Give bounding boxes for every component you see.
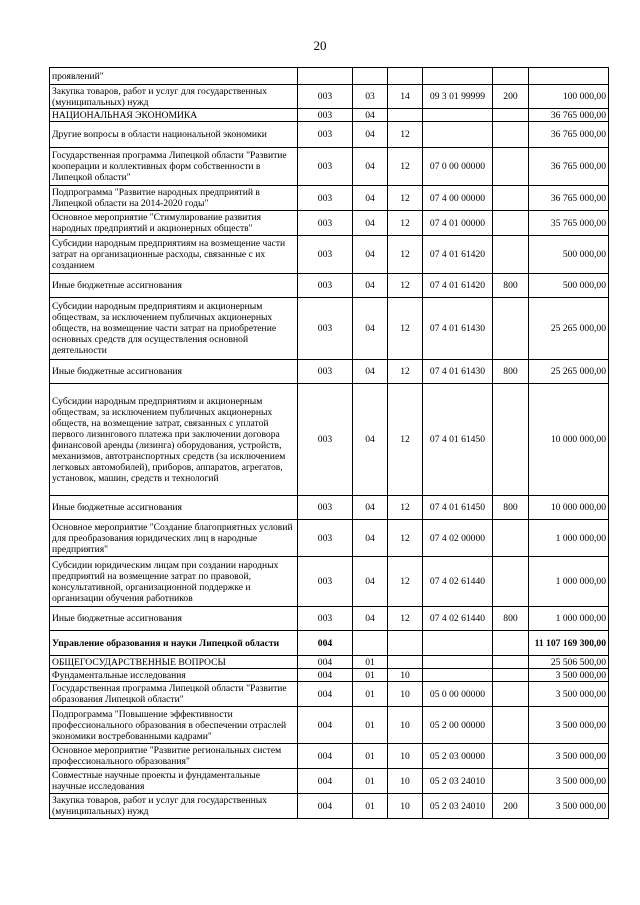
cell-section: 04 xyxy=(353,520,388,557)
page-number: 20 xyxy=(313,38,327,53)
cell-section: 04 xyxy=(353,236,388,274)
cell-expense-type xyxy=(493,707,529,744)
cell-ministry-code: 003 xyxy=(298,607,353,631)
table-row xyxy=(50,186,609,211)
cell-ministry-code: 004 xyxy=(298,794,353,819)
cell-amount: 25 265 000,00 xyxy=(529,298,609,360)
cell-ministry-code: 004 xyxy=(298,769,353,794)
cell-amount: 3 500 000,00 xyxy=(529,682,609,707)
cell-amount: 25 506 500,00 xyxy=(529,656,609,669)
cell-section: 01 xyxy=(353,682,388,707)
table-row xyxy=(50,707,609,744)
table-row xyxy=(50,669,609,682)
cell-amount: 3 500 000,00 xyxy=(529,707,609,744)
cell-ministry-code: 004 xyxy=(298,707,353,744)
cell-expense-type: 200 xyxy=(493,794,529,819)
cell-amount: 1 000 000,00 xyxy=(529,607,609,631)
cell-target-article: 07 4 02 61440 xyxy=(423,607,493,631)
cell-section: 01 xyxy=(353,669,388,682)
cell-expense-type xyxy=(493,211,529,236)
cell-subsection: 12 xyxy=(388,122,423,148)
cell-amount: 500 000,00 xyxy=(529,236,609,274)
cell-amount: 1 000 000,00 xyxy=(529,520,609,557)
cell-target-article: 05 2 03 24010 xyxy=(423,794,493,819)
cell-subsection: 12 xyxy=(388,607,423,631)
cell-subsection: 10 xyxy=(388,669,423,682)
cell-subsection: 10 xyxy=(388,707,423,744)
table-row xyxy=(50,656,609,669)
cell-ministry-code: 003 xyxy=(298,384,353,496)
cell-expense-type xyxy=(493,186,529,211)
cell-name: Основное мероприятие "Развитие региональных систем профессионального образования" xyxy=(50,744,298,769)
table-row xyxy=(50,360,609,384)
table-row xyxy=(50,85,609,109)
cell-expense-type xyxy=(493,384,529,496)
cell-name: Субсидии народным предприятиям и акционерным обществам, за исключением публичных акционерных обществ, на возмещение части затрат на приобретение основных средств для осуществления основной деятельности xyxy=(50,298,298,360)
table-row xyxy=(50,109,609,122)
cell-section: 04 xyxy=(353,496,388,520)
cell-ministry-code: 003 xyxy=(298,109,353,122)
cell-section: 04 xyxy=(353,557,388,607)
table-row xyxy=(50,236,609,274)
cell-target-article: 05 2 03 24010 xyxy=(423,769,493,794)
cell-target-article: 07 4 01 61420 xyxy=(423,274,493,298)
cell-expense-type xyxy=(493,669,529,682)
cell-expense-type xyxy=(493,68,529,85)
cell-expense-type xyxy=(493,682,529,707)
cell-expense-type xyxy=(493,769,529,794)
cell-subsection xyxy=(388,109,423,122)
cell-section xyxy=(353,631,388,656)
cell-expense-type xyxy=(493,109,529,122)
cell-section: 01 xyxy=(353,769,388,794)
cell-ministry-code: 003 xyxy=(298,520,353,557)
cell-name: Основное мероприятие "Стимулирование развития народных предприятий и акционерных обществ" xyxy=(50,211,298,236)
cell-name: Иные бюджетные ассигнования xyxy=(50,360,298,384)
cell-amount: 500 000,00 xyxy=(529,274,609,298)
cell-amount xyxy=(529,68,609,85)
cell-ministry-code: 003 xyxy=(298,85,353,109)
cell-subsection: 12 xyxy=(388,384,423,496)
table-row xyxy=(50,122,609,148)
cell-name: Совместные научные проекты и фундаментальные научные исследования xyxy=(50,769,298,794)
cell-name: Основное мероприятие "Создание благоприятных условий для преобразования юридических лиц в народные предприятия" xyxy=(50,520,298,557)
cell-expense-type xyxy=(493,520,529,557)
cell-target-article: 07 4 01 61420 xyxy=(423,236,493,274)
cell-amount: 35 765 000,00 xyxy=(529,211,609,236)
cell-amount: 36 765 000,00 xyxy=(529,186,609,211)
cell-target-article xyxy=(423,631,493,656)
cell-subsection: 14 xyxy=(388,85,423,109)
cell-section: 04 xyxy=(353,607,388,631)
cell-subsection: 12 xyxy=(388,360,423,384)
cell-expense-type: 800 xyxy=(493,496,529,520)
cell-ministry-code: 004 xyxy=(298,744,353,769)
cell-subsection: 12 xyxy=(388,496,423,520)
cell-amount: 3 500 000,00 xyxy=(529,744,609,769)
cell-target-article xyxy=(423,656,493,669)
table-row xyxy=(50,557,609,607)
cell-section: 04 xyxy=(353,148,388,186)
cell-expense-type xyxy=(493,298,529,360)
table-row xyxy=(50,211,609,236)
cell-expense-type xyxy=(493,122,529,148)
cell-expense-type: 800 xyxy=(493,274,529,298)
cell-amount: 10 000 000,00 xyxy=(529,496,609,520)
cell-name: Управление образования и науки Липецкой области xyxy=(50,631,298,656)
cell-name: Иные бюджетные ассигнования xyxy=(50,607,298,631)
cell-section: 04 xyxy=(353,384,388,496)
cell-section: 01 xyxy=(353,794,388,819)
cell-target-article: 07 4 01 61430 xyxy=(423,298,493,360)
cell-section: 04 xyxy=(353,274,388,298)
cell-name: Подпрограмма "Повышение эффективности профессионального образования в обеспечении отраслей экономики востребованными кадрами" xyxy=(50,707,298,744)
cell-section: 01 xyxy=(353,707,388,744)
cell-ministry-code: 004 xyxy=(298,682,353,707)
cell-expense-type xyxy=(493,744,529,769)
cell-name: Субсидии народным предприятиям на возмещение части затрат на организационные расходы, связанные с их созданием xyxy=(50,236,298,274)
cell-name: НАЦИОНАЛЬНАЯ ЭКОНОМИКА xyxy=(50,109,298,122)
cell-expense-type xyxy=(493,656,529,669)
table-row xyxy=(50,769,609,794)
cell-target-article xyxy=(423,669,493,682)
cell-subsection: 12 xyxy=(388,148,423,186)
cell-name: проявлений" xyxy=(50,68,298,85)
cell-subsection: 12 xyxy=(388,236,423,274)
cell-amount: 10 000 000,00 xyxy=(529,384,609,496)
cell-target-article xyxy=(423,109,493,122)
cell-subsection: 12 xyxy=(388,274,423,298)
cell-name: Иные бюджетные ассигнования xyxy=(50,496,298,520)
cell-name: Государственная программа Липецкой области "Развитие кооперации и коллективных форм собственности в Липецкой области" xyxy=(50,148,298,186)
cell-target-article xyxy=(423,122,493,148)
cell-subsection: 12 xyxy=(388,557,423,607)
cell-name: Иные бюджетные ассигнования xyxy=(50,274,298,298)
cell-expense-type xyxy=(493,236,529,274)
cell-section: 01 xyxy=(353,744,388,769)
cell-target-article: 07 4 01 61450 xyxy=(423,384,493,496)
cell-ministry-code: 003 xyxy=(298,557,353,607)
cell-subsection: 10 xyxy=(388,794,423,819)
cell-expense-type xyxy=(493,148,529,186)
cell-subsection: 10 xyxy=(388,682,423,707)
cell-amount: 36 765 000,00 xyxy=(529,148,609,186)
budget-table xyxy=(49,67,609,819)
cell-section: 01 xyxy=(353,656,388,669)
cell-section: 04 xyxy=(353,211,388,236)
cell-name: Субсидии юридическим лицам при создании народных предприятий на возмещение затрат по правовой, консультативной, организационной поддержке и организации обучения работников xyxy=(50,557,298,607)
cell-section: 04 xyxy=(353,298,388,360)
cell-ministry-code: 003 xyxy=(298,211,353,236)
cell-target-article xyxy=(423,68,493,85)
cell-subsection xyxy=(388,631,423,656)
cell-amount: 3 500 000,00 xyxy=(529,769,609,794)
cell-amount: 11 107 169 300,00 xyxy=(529,631,609,656)
cell-amount: 100 000,00 xyxy=(529,85,609,109)
table-row xyxy=(50,682,609,707)
cell-subsection: 10 xyxy=(388,744,423,769)
cell-ministry-code: 003 xyxy=(298,122,353,148)
table-row xyxy=(50,744,609,769)
cell-target-article: 07 4 01 61430 xyxy=(423,360,493,384)
cell-target-article: 05 2 00 00000 xyxy=(423,707,493,744)
cell-subsection xyxy=(388,68,423,85)
cell-ministry-code: 003 xyxy=(298,274,353,298)
cell-amount: 25 265 000,00 xyxy=(529,360,609,384)
cell-ministry-code: 003 xyxy=(298,236,353,274)
cell-ministry-code: 004 xyxy=(298,656,353,669)
cell-section: 04 xyxy=(353,122,388,148)
table-row xyxy=(50,520,609,557)
cell-target-article: 07 4 01 61450 xyxy=(423,496,493,520)
cell-expense-type: 800 xyxy=(493,360,529,384)
cell-ministry-code: 003 xyxy=(298,148,353,186)
table-row xyxy=(50,384,609,496)
cell-expense-type xyxy=(493,557,529,607)
cell-target-article: 07 4 02 61440 xyxy=(423,557,493,607)
cell-subsection xyxy=(388,656,423,669)
cell-amount: 36 765 000,00 xyxy=(529,122,609,148)
cell-target-article: 05 2 03 00000 xyxy=(423,744,493,769)
cell-subsection: 12 xyxy=(388,186,423,211)
cell-ministry-code: 004 xyxy=(298,669,353,682)
cell-ministry-code xyxy=(298,68,353,85)
cell-amount: 3 500 000,00 xyxy=(529,794,609,819)
cell-target-article: 09 3 01 99999 xyxy=(423,85,493,109)
cell-name: Закупка товаров, работ и услуг для государственных (муниципальных) нужд xyxy=(50,794,298,819)
table-row xyxy=(50,496,609,520)
cell-name: Государственная программа Липецкой области "Развитие образования Липецкой области" xyxy=(50,682,298,707)
cell-amount: 3 500 000,00 xyxy=(529,669,609,682)
table-row xyxy=(50,607,609,631)
cell-section: 04 xyxy=(353,186,388,211)
cell-target-article: 07 4 02 00000 xyxy=(423,520,493,557)
cell-section: 04 xyxy=(353,360,388,384)
cell-section: 03 xyxy=(353,85,388,109)
cell-subsection: 12 xyxy=(388,520,423,557)
table-row xyxy=(50,148,609,186)
cell-expense-type: 200 xyxy=(493,85,529,109)
cell-target-article: 07 0 00 00000 xyxy=(423,148,493,186)
cell-section xyxy=(353,68,388,85)
cell-name: Подпрограмма "Развитие народных предприятий в Липецкой области на 2014-2020 годы" xyxy=(50,186,298,211)
table-row xyxy=(50,631,609,656)
cell-target-article: 07 4 01 00000 xyxy=(423,211,493,236)
cell-section: 04 xyxy=(353,109,388,122)
table-row xyxy=(50,274,609,298)
cell-target-article: 07 4 00 00000 xyxy=(423,186,493,211)
cell-name: Другие вопросы в области национальной экономики xyxy=(50,122,298,148)
cell-target-article: 05 0 00 00000 xyxy=(423,682,493,707)
table-row xyxy=(50,298,609,360)
cell-name: ОБЩЕГОСУДАРСТВЕННЫЕ ВОПРОСЫ xyxy=(50,656,298,669)
cell-subsection: 12 xyxy=(388,211,423,236)
cell-name: Закупка товаров, работ и услуг для государственных (муниципальных) нужд xyxy=(50,85,298,109)
cell-ministry-code: 003 xyxy=(298,186,353,211)
cell-name: Субсидии народным предприятиям и акционерным обществам, за исключением публичных акционерных обществ, на возмещение затрат, связанных с уплатой первого лизингового платежа при заключении договора финансовой аренды (лизинга) оборудования, устройств, механизмов, автотранспортных средств (за исключением легковых автомобилей), приборов, аппаратов, агрегатов, установок, машин, средств и технологий xyxy=(50,384,298,496)
cell-amount: 1 000 000,00 xyxy=(529,557,609,607)
table-row xyxy=(50,68,609,85)
cell-subsection: 10 xyxy=(388,769,423,794)
cell-expense-type xyxy=(493,631,529,656)
cell-ministry-code: 003 xyxy=(298,496,353,520)
cell-ministry-code: 004 xyxy=(298,631,353,656)
cell-subsection: 12 xyxy=(388,298,423,360)
cell-name: Фундаментальные исследования xyxy=(50,669,298,682)
table-row xyxy=(50,794,609,819)
cell-ministry-code: 003 xyxy=(298,360,353,384)
cell-ministry-code: 003 xyxy=(298,298,353,360)
cell-expense-type: 800 xyxy=(493,607,529,631)
cell-amount: 36 765 000,00 xyxy=(529,109,609,122)
